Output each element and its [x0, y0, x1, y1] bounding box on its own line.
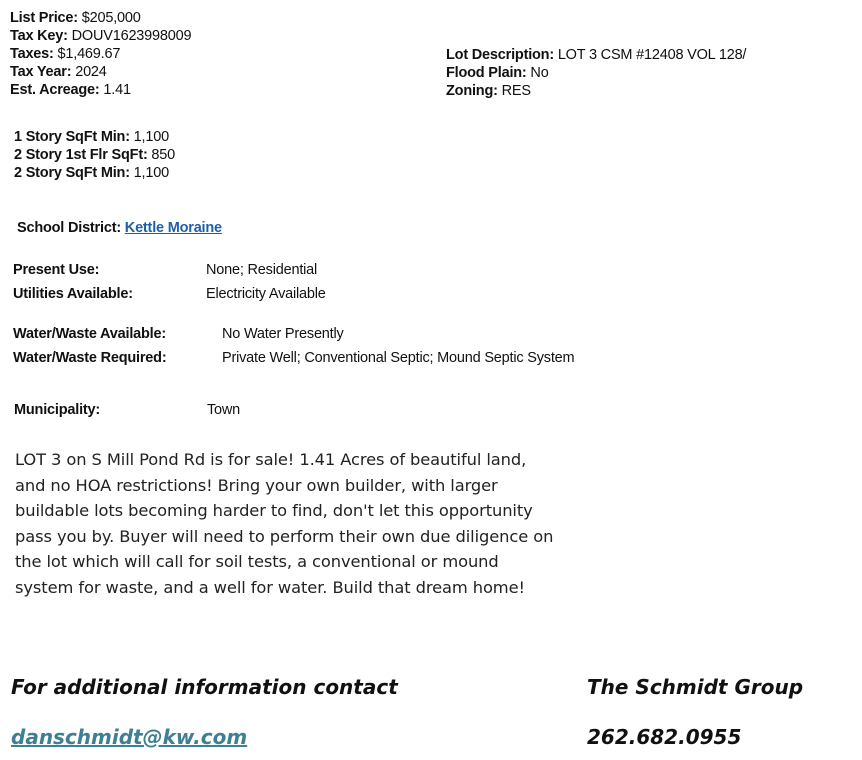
tax-key-label: Tax Key:: [10, 28, 68, 44]
tax-key-line: [10, 27, 191, 45]
contact-email-link[interactable]: danschmidt@kw.com: [11, 725, 248, 749]
tax-year-label: Tax Year:: [10, 64, 72, 80]
school-district-line: [17, 219, 222, 237]
property-description: [15, 447, 605, 600]
flood-plain-value: No: [530, 65, 549, 81]
zoning-label: Zoning:: [446, 83, 498, 99]
school-district-link[interactable]: Kettle Moraine: [124, 220, 222, 236]
acreage-line: [10, 81, 191, 99]
two-story-first-floor-value: 850: [151, 147, 176, 163]
contact-prompt: For additional information contact: [11, 675, 398, 699]
description-line: buildable lots becoming harder to find, don't let this opportunity: [15, 501, 533, 520]
sqft-facts: [14, 128, 175, 182]
tax-key-value: DOUV1623998009: [71, 28, 192, 44]
taxes-label: Taxes:: [10, 46, 54, 62]
school-district-label: School District:: [17, 220, 121, 236]
lot-description-label: Lot Description:: [446, 47, 554, 63]
list-price-value: $205,000: [81, 10, 141, 26]
flood-plain-line: [446, 64, 746, 82]
tax-year-line: [10, 63, 191, 81]
lot-facts: [446, 46, 746, 100]
description-line: LOT 3 on S Mill Pond Rd is for sale! 1.41 Acres of beautiful land,: [15, 450, 527, 469]
municipality-label: Municipality:: [14, 402, 101, 418]
contact-phone: 262.682.0955: [587, 725, 742, 749]
zoning-line: [446, 82, 746, 100]
municipality-value: Town: [207, 402, 241, 418]
taxes-value: $1,469.67: [57, 46, 121, 62]
acreage-label: Est. Acreage:: [10, 82, 100, 98]
utilities-value: Electricity Available: [206, 286, 326, 302]
present-use-value: None; Residential: [206, 262, 318, 278]
water-available-value: No Water Presently: [222, 326, 344, 342]
two-story-first-floor-label: 2 Story 1st Flr SqFt:: [14, 147, 148, 163]
water-required-value: Private Well; Conventional Septic; Mound Septic System: [222, 350, 575, 366]
flood-plain-label: Flood Plain:: [446, 65, 527, 81]
two-story-first-floor-line: [14, 146, 175, 164]
description-line: and no HOA restrictions! Bring your own builder, with larger: [15, 475, 498, 495]
description-line: system for waste, and a well for water. Build that dream home!: [15, 577, 525, 597]
tax-year-value: 2024: [75, 64, 107, 80]
taxes-line: [10, 45, 191, 63]
description-line: pass you by. Buyer will need to perform their own due diligence on: [15, 526, 554, 546]
utilities-label: Utilities Available:: [13, 286, 133, 302]
contact-group: The Schmidt Group: [587, 675, 804, 699]
two-story-min-label: 2 Story SqFt Min:: [14, 165, 130, 181]
one-story-min-value: 1,100: [133, 129, 169, 145]
one-story-min-line: [14, 128, 175, 146]
listing-facts: [10, 9, 191, 99]
two-story-min-line: [14, 164, 175, 182]
one-story-min-label: 1 Story SqFt Min:: [14, 129, 130, 145]
description-line: the lot which will call for soil tests, a conventional or mound: [15, 552, 499, 571]
acreage-value: 1.41: [103, 82, 131, 98]
water-available-label: Water/Waste Available:: [13, 326, 166, 342]
list-price-label: List Price:: [10, 10, 78, 26]
zoning-value: RES: [501, 83, 531, 99]
two-story-min-value: 1,100: [133, 165, 169, 181]
present-use-label: Present Use:: [13, 262, 100, 278]
lot-description-value: LOT 3 CSM #12408 VOL 128/: [557, 47, 747, 63]
list-price-line: [10, 9, 191, 27]
water-required-label: Water/Waste Required:: [13, 350, 167, 366]
lot-description-line: [446, 46, 746, 64]
